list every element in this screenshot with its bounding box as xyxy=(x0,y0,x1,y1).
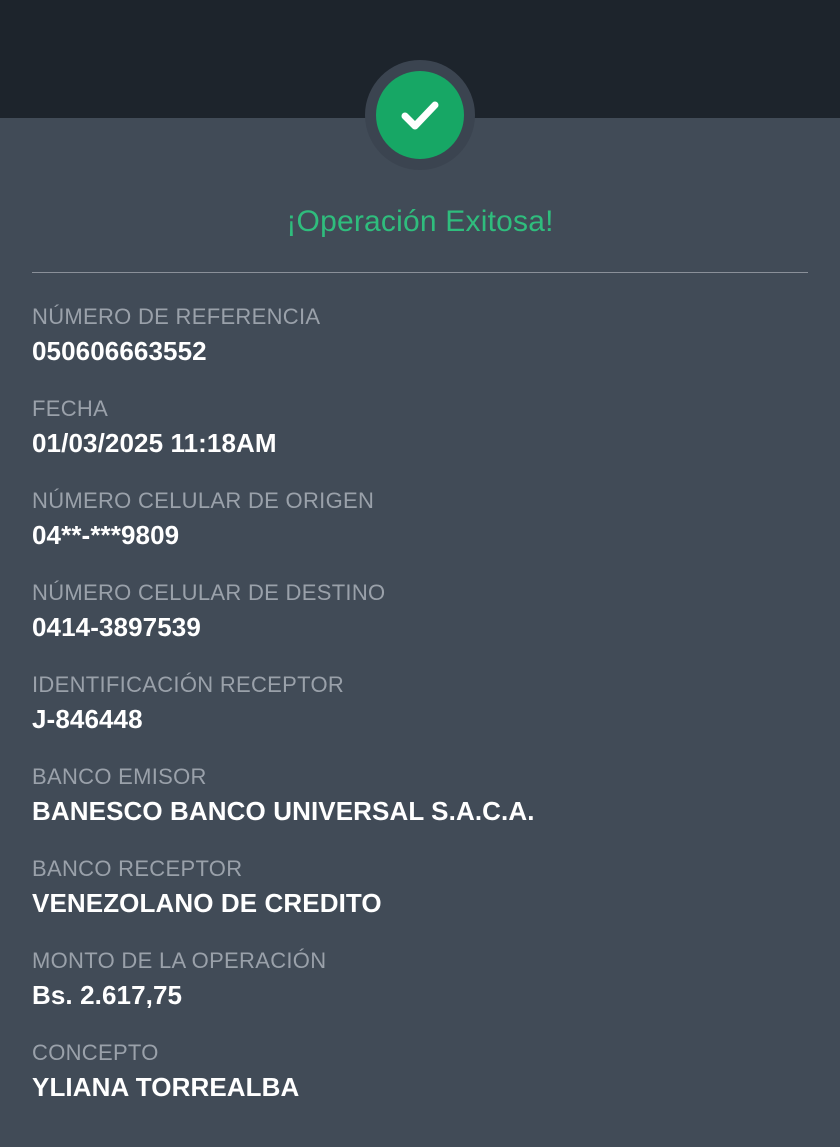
field-value: J-846448 xyxy=(32,704,143,734)
field-receiving-bank xyxy=(32,855,822,920)
field-label: FECHA xyxy=(32,396,109,421)
field-value: 04**-***9809 xyxy=(32,520,180,550)
receipt-fields xyxy=(32,303,822,1131)
field-value: Bs. 2.617,75 xyxy=(32,980,183,1010)
field-amount xyxy=(32,947,822,1012)
page-title: ¡Operación Exitosa! xyxy=(286,205,554,238)
field-value: VENEZOLANO DE CREDITO xyxy=(32,888,382,918)
field-reference-number xyxy=(32,303,822,368)
divider xyxy=(32,272,808,273)
field-value: 01/03/2025 11:18AM xyxy=(32,428,277,458)
field-destination-phone xyxy=(32,579,822,644)
field-issuing-bank xyxy=(32,763,822,828)
field-label: NÚMERO DE REFERENCIA xyxy=(32,304,321,329)
field-label: BANCO EMISOR xyxy=(32,764,207,789)
field-origin-phone xyxy=(32,487,822,552)
field-label: MONTO DE LA OPERACIÓN xyxy=(32,948,327,973)
field-label: BANCO RECEPTOR xyxy=(32,856,243,881)
check-circle-icon xyxy=(376,71,464,159)
field-date xyxy=(32,395,822,460)
field-label: IDENTIFICACIÓN RECEPTOR xyxy=(32,672,345,697)
field-value: 050606663552 xyxy=(32,336,207,366)
field-value: BANESCO BANCO UNIVERSAL S.A.C.A. xyxy=(32,796,535,826)
success-badge xyxy=(365,60,475,170)
field-label: NÚMERO CELULAR DE DESTINO xyxy=(32,580,386,605)
field-label: NÚMERO CELULAR DE ORIGEN xyxy=(32,488,375,513)
field-label: CONCEPTO xyxy=(32,1040,159,1065)
field-value: 0414-3897539 xyxy=(32,612,201,642)
field-value: YLIANA TORREALBA xyxy=(32,1072,300,1102)
field-concept xyxy=(32,1039,822,1104)
field-receiver-id xyxy=(32,671,822,736)
